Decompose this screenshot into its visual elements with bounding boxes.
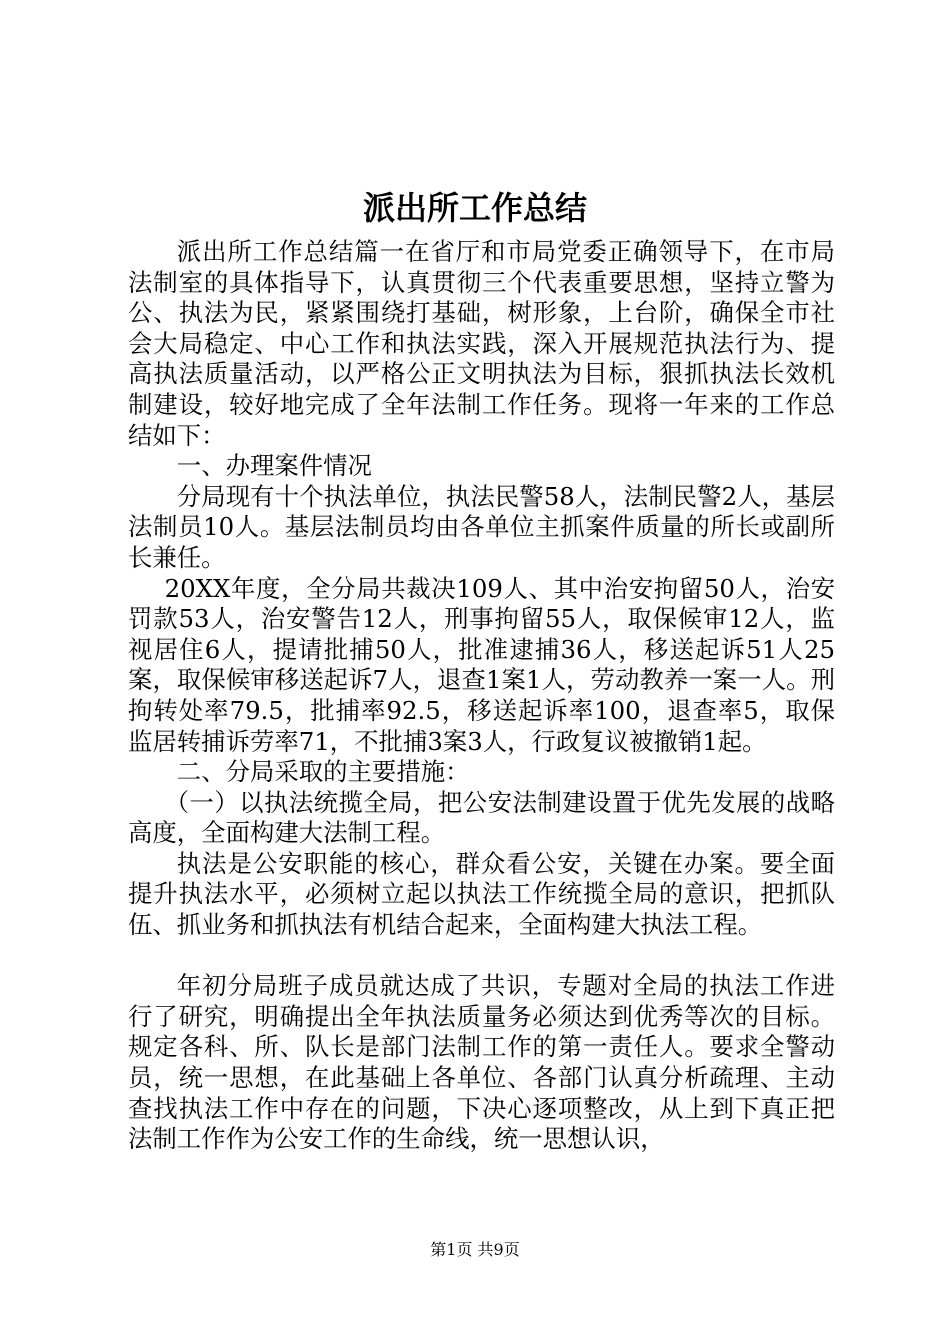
document-body <box>128 237 835 1155</box>
section-heading-cases: 一、办理案件情况 <box>176 451 372 481</box>
paragraph-consensus: 年初分局班子成员就达成了共识，专题对全局的执法工作进行了研究，明确提出全年执法质量务必须达到优秀等次的目标。规定各科、所、队长是部门法制工作的第一责任人。要求全警动员，统一思想，在此基础上各单位、各部门认真分析疏理、主动查找执法工作中存在的问题，下决心逐项整改，从上到下真正把法制工作作为公安工作的生命线，统一思想认识， <box>128 971 835 1154</box>
paragraph-staff: 分局现有十个执法单位，执法民警58人，法制民警2人，基层法制员10人。基层法制员均由各单位主抓案件质量的所长或副所长兼任。 <box>128 481 835 572</box>
paragraph-statistics: 20XX年度，全分局共裁决109人、其中治安拘留50人，治安罚款53人，治安警告12人，刑事拘留55人，取保候审12人，监视居住6人，提请批捕50人，批准逮捕36人，移送起诉51人25案，取保候审移送起诉7人，退查1案1人，劳动教养一案一人。刑拘转处率79.5，批捕率92.5，移送起诉率100，退查率5，取保监居转捕诉劳率71，不批捕3案3人，行政复议被撤销1起。 <box>128 573 835 756</box>
section-heading-measures: 二、分局采取的主要措施： <box>176 757 470 787</box>
page-footer: 第1页 共9页 <box>430 1240 520 1259</box>
paragraph-intro: 派出所工作总结篇一在省厅和市局党委正确领导下，在市局法制室的具体指导下，认真贯彻三个代表重要思想，坚持立警为公、执法为民，紧紧围绕打基础，树形象，上台阶，确保全市社会大局稳定、中心工作和执法实践，深入开展规范执法行为、提高执法质量活动，以严格公正文明执法为目标，狠抓执法长效机制建设，较好地完成了全年法制工作任务。现将一年来的工作总结如下： <box>128 237 835 450</box>
paragraph-enforcement: 执法是公安职能的核心，群众看公安，关键在办案。要全面提升执法水平，必须树立起以执法工作统揽全局的意识，把抓队伍、抓业务和抓执法有机结合起来，全面构建大执法工程。 <box>128 848 835 940</box>
document-title: 派出所工作总结 <box>362 189 587 227</box>
subsection-heading-1: （一）以执法统揽全局，把公安法制建设置于优先发展的战略高度，全面构建大法制工程。 <box>128 787 835 848</box>
